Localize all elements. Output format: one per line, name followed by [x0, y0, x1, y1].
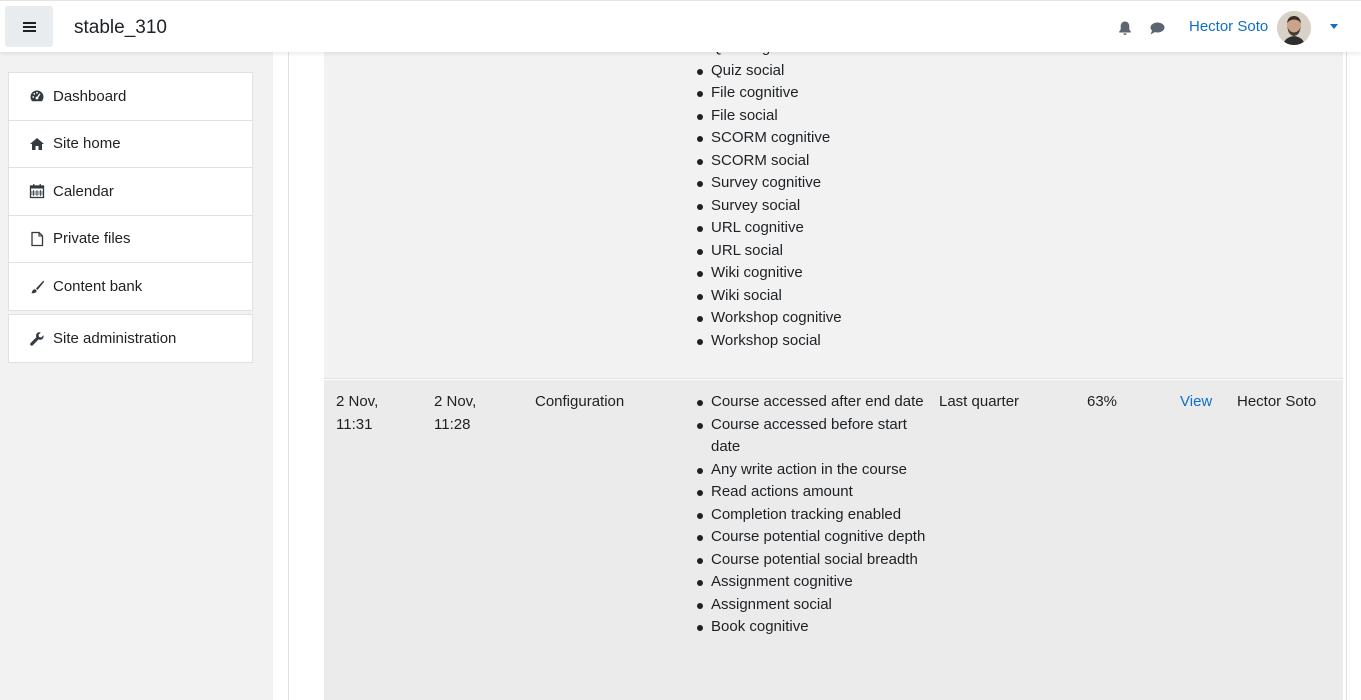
indicator-item: Wiki cognitive — [697, 262, 842, 285]
indicator-item: SCORM social — [697, 150, 842, 173]
updated-cell — [434, 391, 504, 436]
hamburger-icon — [23, 22, 36, 32]
nav-drawer — [0, 52, 273, 700]
indicator-item: Survey cognitive — [697, 172, 842, 195]
updated-clock: 11:28 — [434, 415, 471, 433]
indicator-item: Course potential cognitive depth — [697, 526, 932, 549]
indicator-item: SCORM cognitive — [697, 127, 842, 150]
bell-icon[interactable] — [1116, 19, 1134, 37]
page-content — [288, 52, 1347, 700]
indicator-item: File cognitive — [697, 82, 842, 105]
caret-down-icon[interactable] — [1330, 24, 1338, 29]
time-splitting-cell: Last quarter — [939, 393, 1020, 410]
indicator-item: Assignment social — [697, 594, 932, 617]
file-icon — [29, 231, 45, 247]
nav-drawer-admin-group — [8, 314, 253, 363]
indicator-item: Quiz social — [697, 60, 842, 83]
nav-item-calendar[interactable] — [9, 168, 252, 216]
nav-item-site-administration[interactable] — [9, 315, 252, 362]
indicator-item: Wiki social — [697, 285, 842, 308]
avatar[interactable] — [1277, 11, 1311, 45]
indicator-item: File social — [697, 105, 842, 128]
nav-item-dashboard[interactable] — [9, 73, 252, 121]
indicator-item: Course accessed after end date — [697, 391, 932, 414]
nav-item-label: Site administration — [53, 330, 177, 347]
main-region — [273, 52, 1361, 700]
nav-item-site-home[interactable] — [9, 121, 252, 169]
nav-item-label: Calendar — [53, 182, 114, 200]
accuracy-cell: 63% — [1087, 393, 1118, 410]
site-name[interactable]: stable_310 — [74, 17, 167, 38]
indicator-item: Any write action in the course — [697, 459, 932, 482]
top-navbar — [0, 0, 1361, 52]
chat-icon[interactable] — [1148, 19, 1166, 37]
predictions-table — [324, 52, 1343, 700]
view-link[interactable]: View — [1180, 393, 1213, 410]
time-clock: 11:31 — [336, 415, 373, 433]
nav-item-label: Dashboard — [53, 87, 127, 105]
nav-item-label: Private files — [53, 230, 131, 248]
indicator-item: Assignment cognitive — [697, 571, 932, 594]
indicators-list — [697, 391, 932, 639]
user-cell: Hector Soto — [1237, 393, 1317, 410]
indicator-item: URL cognitive — [697, 217, 842, 240]
updated-date: 2 Nov, — [434, 393, 477, 410]
dashboard-icon — [29, 88, 45, 104]
indicator-item: Survey social — [697, 195, 842, 218]
nav-item-private-files[interactable] — [9, 216, 252, 264]
time-date: 2 Nov, — [336, 393, 379, 410]
drawer-toggle-button[interactable] — [5, 6, 53, 47]
indicator-item: Workshop social — [697, 330, 842, 353]
indicator-item: URL social — [697, 240, 842, 263]
indicator-item: Workshop cognitive — [697, 307, 842, 330]
model-cell: Configuration — [535, 393, 625, 410]
indicator-item: Book cognitive — [697, 616, 932, 639]
nav-item-content-bank[interactable] — [9, 263, 252, 311]
indicators-list — [697, 37, 842, 352]
wrench-icon — [29, 331, 45, 347]
table-row — [324, 380, 1343, 700]
indicator-item: Course potential social breadth — [697, 549, 932, 572]
indicator-item: Course accessed before start date — [697, 414, 932, 459]
paintbrush-icon — [29, 279, 45, 295]
home-icon — [29, 136, 45, 152]
indicator-item: Read actions amount — [697, 481, 932, 504]
nav-item-label: Site home — [53, 135, 121, 153]
time-cell — [336, 391, 406, 436]
nav-item-label: Content bank — [53, 278, 143, 296]
user-menu-name[interactable]: Hector Soto — [1189, 18, 1269, 35]
calendar-icon — [29, 183, 45, 199]
table-row — [324, 52, 1343, 379]
nav-drawer-main-group — [8, 72, 253, 311]
indicator-item: Completion tracking enabled — [697, 504, 932, 527]
